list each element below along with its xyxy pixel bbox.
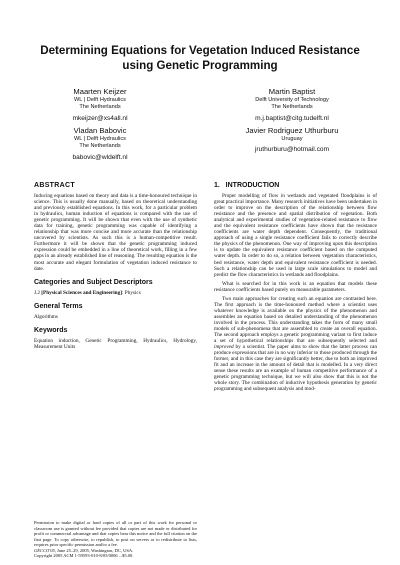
emphasis-improved: improved — [214, 344, 234, 351]
copyright-notice — [34, 520, 197, 559]
author-block-baptist — [212, 87, 372, 122]
author-affiliation: Delft University of Technology — [255, 97, 329, 103]
author-block-babovic — [20, 126, 180, 161]
author-name: Javier Rodriguez Uthurburu — [245, 126, 339, 135]
author-email[interactable]: mkeijzer@xs4all.nl — [72, 114, 128, 122]
general-terms-heading: General Terms — [34, 302, 83, 310]
author-name: Vladan Babovic — [73, 126, 127, 135]
author-name: Maarten Keijzer — [73, 87, 127, 96]
author-name: Martin Baptist — [268, 87, 316, 96]
author-email[interactable]: babovic@wldelft.nl — [72, 153, 128, 161]
keywords-text: Equation induction, Genetic Programming, Hydraulics, Hydrology, Measurement Units — [34, 337, 197, 350]
abstract-heading: ABSTRACT — [34, 182, 75, 189]
categories-heading: Categories and Subject Descriptors — [34, 278, 153, 286]
title-line-2: using Genetic Programming — [122, 58, 278, 72]
author-affiliation: WL | Delft Hydraulics — [74, 136, 126, 142]
abstract-text: Inducing equations based on theory and data is a time-honoured technique in science. This is usually done manually, based on theoretical understanding and previously established equations. In this work, for a particular problem in hydraulics, human induction of equations is compared with the use of genetic programming. It will be shown that even with the use of synthetic data for training, genetic programming was capable of identifying a relationship that was more concise and more accurate than the relationship uncovered by scientists. As such this is a human-competitive result. Furthermore it will be shown that the genetic programming induced expression could be embedded in a line of theoretical work, filling in a few gaps in an already established line of reasoning. The resulting equation is the most accurate and elegant formulation of vegetation induced resistance to date. — [34, 193, 197, 272]
left-column — [34, 182, 197, 353]
title-line-1: Determining Equations for Vegetation Induced Resistance — [40, 44, 360, 57]
author-country: The Netherlands — [79, 104, 121, 111]
permission-text: Permission to make digital or hard copies of all or part of this work for personal or classroom use is granted without fee provided that copies are not made or distributed for profit or commercial advantage and that copies bear this notice and the full citation on the first page. To copy otherwise, to republish, to post on servers or to redistribute to lists, requires prior specific permission and/or a fee. — [34, 520, 197, 547]
author-country: The Netherlands — [271, 104, 313, 111]
general-terms-text: Algorithms — [34, 313, 58, 320]
keywords-heading: Keywords — [34, 326, 68, 334]
category-subject: : Physics — [121, 289, 141, 296]
paper-title — [30, 44, 370, 73]
intro-paragraph-1: Proper modelling of flow in wetlands and vegetated floodplains is of great practical importance. Many research initiatives have been undertaken in order to improve on the description of the relationship between flow resistance and the presence and spatial distribution of vegetation. Both analytical and experimental studies of vegetation-related resistance to flow and the equivalent resistance coefficients have shown that the resistance coefficients are water depth dependent. Consequently, the traditional approach of using a single resistance coefficient fails to correctly describe the physics of the phenomenon. One way of improving upon this description is to update the equivalent resistance coefficient based on the computed water depth. In order to do so, a relation between vegetation characteristics, bed resistance, water depth and equivalent resistance coefficient is needed. Such a relationship can be used in large scale simulations to model and predict the flow characteristics in wetlands and floodplains. — [214, 193, 377, 278]
right-column — [214, 182, 377, 396]
author-block-keijzer — [20, 87, 180, 122]
author-email[interactable]: jruthurburu@hotmail.com — [254, 146, 330, 154]
category-number: J.2 — [34, 289, 40, 296]
category-area: [Physical Sciences and Engineering] — [41, 289, 122, 296]
author-block-uthurburu — [212, 126, 372, 154]
intro-paragraph-3: Two main approaches for creating such an equation are contrasted here. The first approach is the time-honoured method where a scientist uses whatever knowledge is available on the physics of the phenomenon and assembles an equation based on detailed understanding of the phenomenon involved in the process. This understanding takes the form of many small models of sub-phenomena that are assembled to create an overall equation. The second approach employs a genetic programming variant to first induce a set of hypothetical relationships that are subsequently selected and improved by a scientist. The paper aims to show that the latter process can produce expressions that are in no way inferior to those produced through the former, and in this case they are significantly better, due to both an improved fit and an increase in the amount of detail that is modelled. In a very direct sense these results are an example of human competitive performance of a genetic programming technique, but we will also show that this is not the whole story. The combination of inductive hypothesis generation by genetic programming and subsequent analysis and mod- — [214, 295, 377, 393]
copyright-line: Copyright 2005 ACM 1-59593-010-8/05/0006 ...$5.00. — [34, 553, 134, 558]
author-country: Uruguay — [281, 136, 303, 142]
author-country: The Netherlands — [79, 143, 121, 150]
categories-text — [34, 290, 197, 296]
intro-paragraph-2: What is searched for in this work is an equation that models these resistance coefficients based purely on measurable parameters. — [214, 280, 377, 293]
conference-name: GECCO'05, — [34, 547, 56, 553]
conference-details: June 25–29, 2005, Washington, DC, USA. — [55, 547, 134, 553]
author-email[interactable]: m.j.baptist@citg.tudelft.nl — [255, 114, 329, 122]
introduction-heading: 1. INTRODUCTION — [214, 182, 280, 189]
author-affiliation: WL | Delft Hydraulics — [74, 97, 126, 103]
